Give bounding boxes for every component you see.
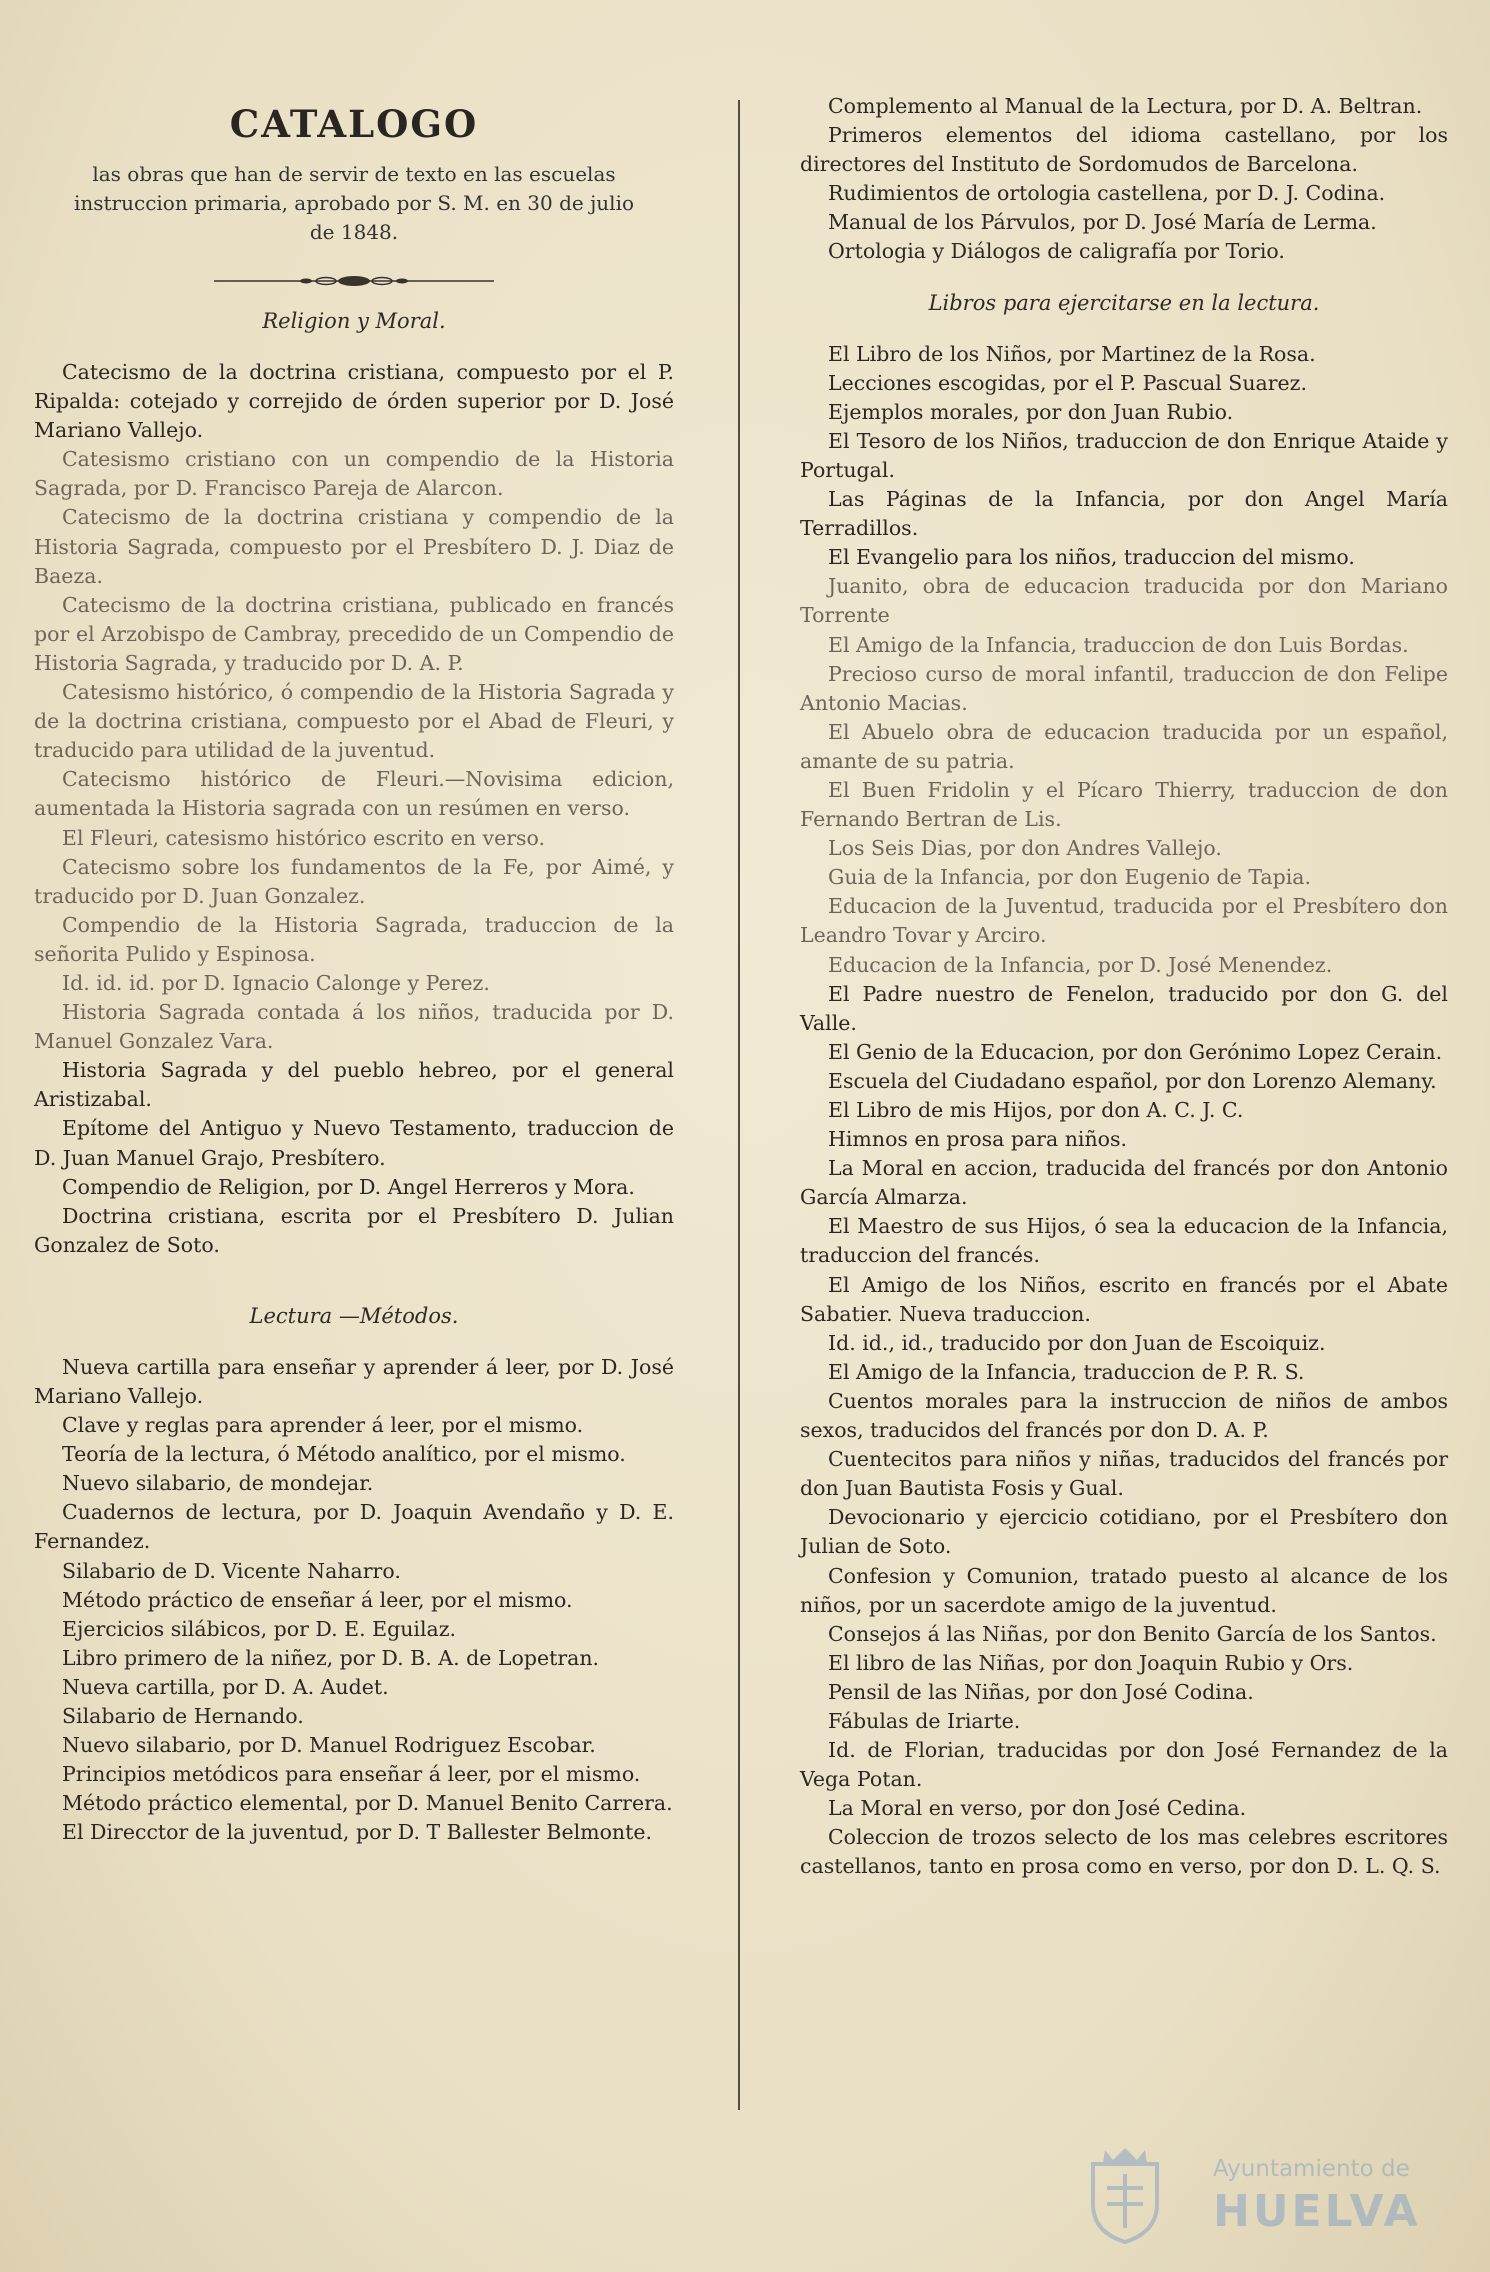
catalog-entry: Catesismo cristiano con un compendio de la Historia Sagrada, por D. Francisco Pareja de Alarcon. [34,447,674,501]
coat-of-arms-icon [1085,2148,1165,2244]
catalog-entry: Principios metódicos para enseñar á leer, por el mismo. [62,1762,641,1787]
catalog-entry: Epítome del Antiguo y Nuevo Testamento, traduccion de D. Juan Manuel Grajo, Presbítero. [34,1116,674,1170]
catalog-entry: El Maestro de sus Hijos, ó sea la educacion de la Infancia, traduccion del francés. [800,1214,1448,1268]
watermark-top-text: Ayuntamiento de [1213,2156,1410,2182]
catalog-entry: Devocionario y ejercicio cotidiano, por el Presbítero don Julian de Soto. [800,1505,1448,1559]
catalog-entry: El Abuelo obra de educacion traducida por un español, amante de su patria. [800,719,1448,773]
section-title-lectura: Lectura —Métodos. [249,1303,459,1328]
catalog-entry: Educacion de la Juventud, traducida por el Presbítero don Leandro Tovar y Arciro. [800,894,1448,948]
right-column [800,92,1448,1882]
catalog-entry: Catecismo de la doctrina cristiana, compuesto por el P. Ripalda: cotejado y correjido de órden superior por D. José Mariano Vallejo. [34,360,674,443]
catalog-entry: El Padre nuestro de Fenelon, traducido por don G. del Valle. [800,981,1448,1035]
subtitle: las obras que han de servir de texto en las escuelas instruccion primaria, aprobado por S. M. en 30 de julio de 1848. [73,162,635,244]
catalog-entry: El Genio de la Educacion, por don Gerónimo Lopez Cerain. [828,1039,1443,1064]
catalog-entry: El Evangelio para los niños, traduccion del mismo. [828,545,1355,570]
catalog-entry: El Direcctor de la juventud, por D. T Ballester Belmonte. [62,1820,653,1845]
left-column [34,92,674,1848]
catalog-entry: Id. de Florian, traducidas por don José Fernandez de la Vega Potan. [800,1738,1448,1792]
page-title: CATALOGO [229,102,479,146]
catalog-entry: Rudimientos de ortologia castellena, por D. J. Codina. [828,181,1386,206]
catalog-entry: Manual de los Párvulos, por D. José María de Lerma. [828,210,1377,235]
catalog-entry: El Tesoro de los Niños, traduccion de don Enrique Ataide y Portugal. [800,428,1448,482]
catalog-entry: Nuevo silabario, por D. Manuel Rodriguez Escobar. [62,1733,596,1758]
catalog-entry: Ortologia y Diálogos de caligrafía por Torio. [828,239,1285,264]
catalog-entry: La Moral en accion, traducida del francés por don Antonio García Almarza. [800,1156,1448,1210]
catalog-entry: Complemento al Manual de la Lectura, por D. A. Beltran. [828,94,1423,118]
catalog-entry: Cuadernos de lectura, por D. Joaquin Avendaño y D. E. Fernandez. [34,1500,674,1554]
catalog-entry: Coleccion de trozos selecto de los mas celebres escritores castellanos, tanto en prosa como en verso, por don D. L. Q. S. [800,1825,1448,1879]
ornament-icon [214,271,494,291]
catalog-entry: Nueva cartilla, por D. A. Audet. [62,1674,389,1699]
catalog-entry: Lecciones escogidas, por el P. Pascual Suarez. [828,370,1307,395]
section-title-religion: Religion y Moral. [262,309,446,333]
catalog-entry: Catecismo de la doctrina cristiana, publicado en francés por el Arzobispo de Cambray, precedido de un Compendio de Historia Sagrada, y traducido por D. A. P. [34,592,674,675]
catalog-entry: Nuevo silabario, de mondejar. [62,1471,374,1496]
catalog-entry: Educacion de la Infancia, por D. José Menendez. [828,952,1333,977]
lectura-entries [34,1353,674,1848]
catalog-entry: Teoría de la lectura, ó Método analítico, por el mismo. [62,1442,626,1467]
column-divider [738,100,740,2110]
catalog-entry: Escuela del Ciudadano español, por don Lorenzo Alemany. [828,1068,1437,1093]
catalog-entry: Compendio de Religion, por D. Angel Herreros y Mora. [62,1174,635,1199]
catalog-entry: El libro de las Niñas, por don Joaquin Rubio y Ors. [828,1650,1354,1675]
catalog-entry: Cuentos morales para la instruccion de niños de ambos sexos, traducidos del francés por don D. A. P. [800,1388,1448,1443]
catalog-entry: Fábulas de Iriarte. [828,1708,1021,1733]
catalog-entry: Precioso curso de moral infantil, traduccion de don Felipe Antonio Macias. [800,661,1448,715]
catalog-entry: Id. id. id. por D. Ignacio Calonge y Perez. [62,970,490,995]
catalog-entry: La Moral en verso, por don José Cedina. [828,1796,1247,1821]
watermark [1085,2148,1421,2248]
catalog-entry: Consejos á las Niñas, por don Benito García de los Santos. [828,1621,1437,1646]
catalog-entry: Historia Sagrada contada á los niños, traducida por D. Manuel Gonzalez Vara. [34,1000,674,1054]
catalog-entry: El Libro de mis Hijos, por don A. C. J. C. [828,1098,1244,1122]
catalog-entry: Catecismo de la doctrina cristiana y compendio de la Historia Sagrada, compuesto por el Presbítero D. J. Diaz de Baeza. [34,505,674,588]
catalog-entry: Guia de la Infancia, por don Eugenio de Tapia. [828,865,1312,890]
catalog-entry: Silabario de D. Vicente Naharro. [62,1558,401,1583]
section-title-ejercitarse: Libros para ejercitarse en la lectura. [928,290,1320,315]
catalog-entry: Catecismo sobre los fundamentos de la Fe, por Aimé, y traducido por D. Juan Gonzalez. [34,854,674,908]
ejercitarse-entries [800,340,1448,1882]
catalog-entry: Método práctico elemental, por D. Manuel Benito Carrera. [62,1791,673,1816]
catalog-entry: Pensil de las Niñas, por don José Codina. [828,1679,1254,1704]
religion-entries [34,358,674,1260]
catalog-entry: Las Páginas de la Infancia, por don Angel María Terradillos. [800,487,1448,541]
catalog-entry: Cuentecitos para niños y niñas, traducidos del francés por don Juan Bautista Fosis y Gual. [800,1447,1448,1501]
catalog-entry: Primeros elementos del idioma castellano, por los directores del Instituto de Sordomudos de Barcelona. [800,123,1448,177]
catalog-entry: Clave y reglas para aprender á leer, por el mismo. [62,1413,584,1438]
catalog-entry: Catesismo histórico, ó compendio de la Historia Sagrada y de la doctrina cristiana, compuesto por el Abad de Fleuri, y traducido para utilidad de la juventud. [34,680,674,763]
catalog-entry: Juanito, obra de educacion traducida por don Mariano Torrente [800,574,1448,628]
catalog-entry: Compendio de la Historia Sagrada, traduccion de la señorita Pulido y Espinosa. [34,912,674,966]
catalog-entry: El Amigo de la Infancia, traduccion de don Luis Bordas. [828,632,1409,657]
catalog-entry: Doctrina cristiana, escrita por el Presbítero D. Julian Gonzalez de Soto. [34,1203,674,1257]
catalog-entry: Ejercicios silábicos, por D. E. Eguilaz. [62,1616,457,1641]
catalog-entry: Método práctico de enseñar á leer, por el mismo. [62,1587,573,1612]
catalog-entry: Ejemplos morales, por don Juan Rubio. [828,399,1234,424]
catalog-entry: Silabario de Hernando. [62,1704,304,1729]
catalog-entry: Himnos en prosa para niños. [828,1127,1128,1152]
catalog-entry: El Amigo de la Infancia, traduccion de P. R. S. [828,1359,1305,1384]
lectura-continued-entries [800,92,1448,267]
watermark-bottom-text: HUELVA [1213,2186,1421,2237]
catalog-entry: Libro primero de la niñez, por D. B. A. de Lopetran. [62,1645,600,1670]
catalog-entry: Id. id., id., traducido por don Juan de Escoiquiz. [828,1330,1326,1355]
catalog-entry: Catecismo histórico de Fleuri.—Novisima edicion, aumentada la Historia sagrada con un resúmen en verso. [34,767,674,821]
catalog-entry: El Buen Fridolin y el Pícaro Thierry, traduccion de don Fernando Bertran de Lis. [800,777,1448,832]
catalog-entry: Los Seis Dias, por don Andres Vallejo. [828,836,1222,861]
catalog-entry: Confesion y Comunion, tratado puesto al alcance de los niños, por un sacerdote amigo de la juventud. [800,1563,1448,1617]
catalog-entry: El Amigo de los Niños, escrito en francés por el Abate Sabatier. Nueva traduccion. [800,1272,1448,1326]
ornament-divider [34,271,674,291]
catalog-entry: Nueva cartilla para enseñar y aprender á leer, por D. José Mariano Vallejo. [34,1354,674,1408]
catalog-entry: El Fleuri, catesismo histórico escrito en verso. [62,825,546,850]
catalog-entry: El Libro de los Niños, por Martinez de la Rosa. [828,341,1316,366]
catalog-entry: Historia Sagrada y del pueblo hebreo, por el general Aristizabal. [34,1058,674,1112]
